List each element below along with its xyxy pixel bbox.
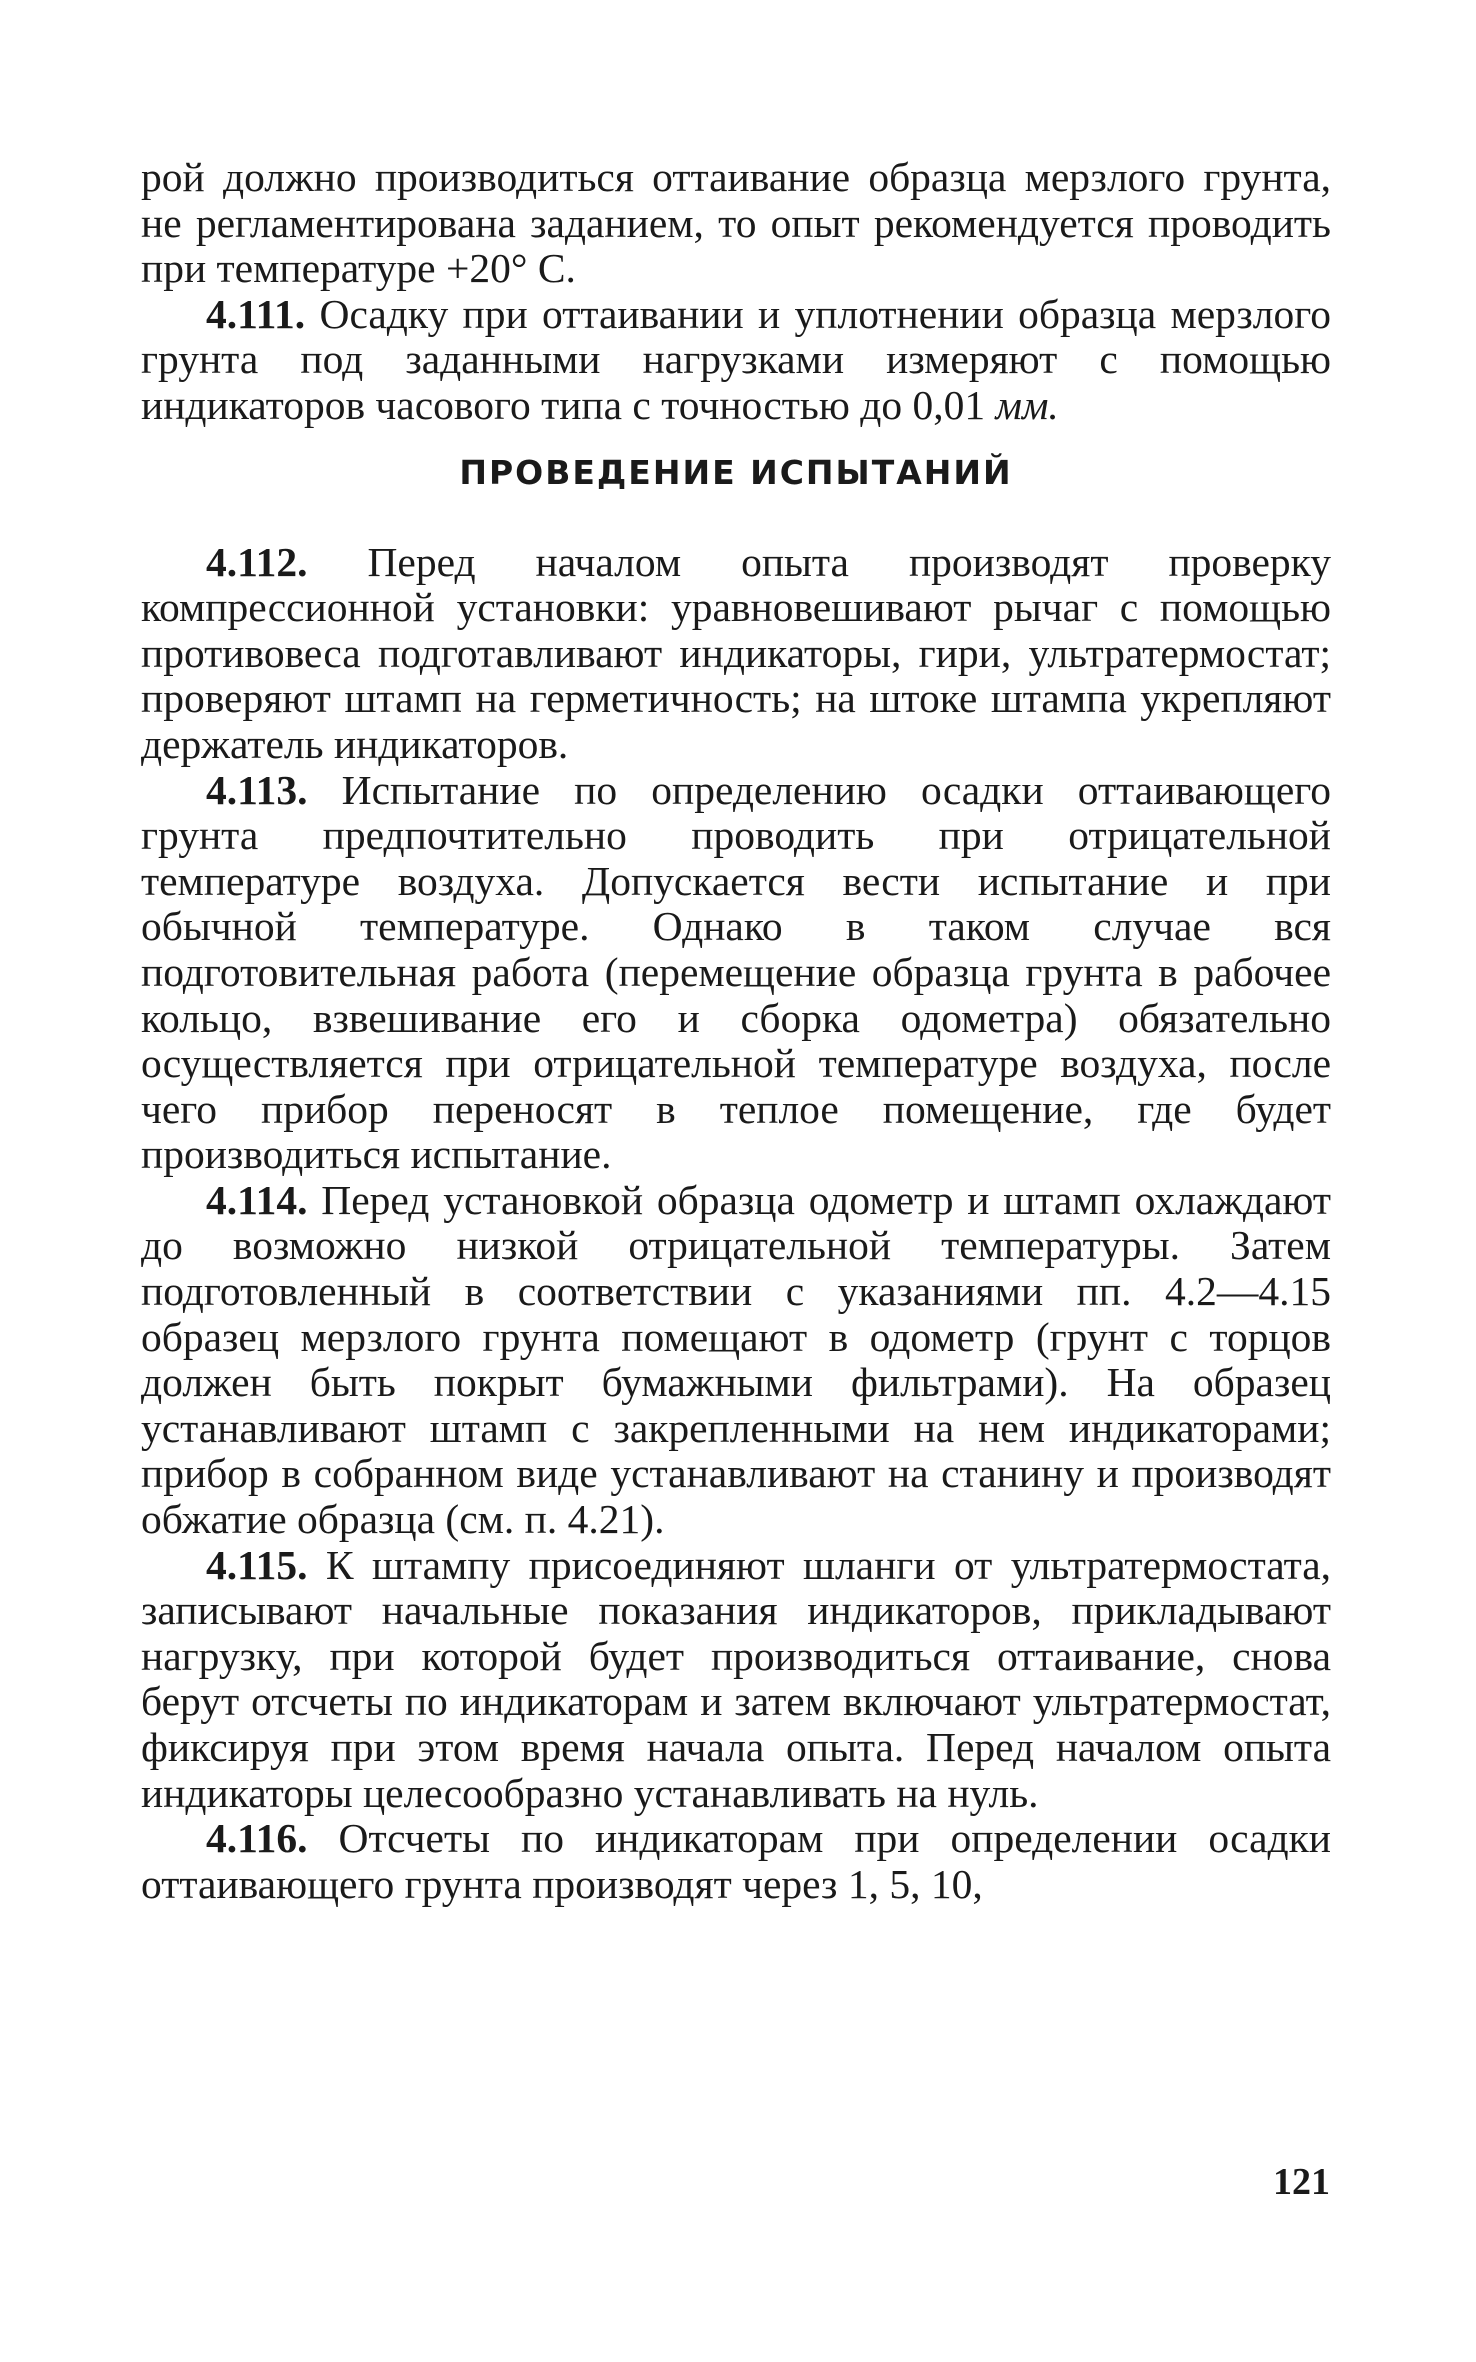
paragraph-number: 4.114.: [206, 1176, 308, 1223]
paragraph-number: 4.116.: [206, 1815, 308, 1862]
paragraph-text: Перед началом опыта производят проверку компрессионной установки: уравновешивают рычаг с помощью противовеса подготавливают индикаторы, гири, ультратермостат; проверяют штамп на герметичность; на штоке штампа укрепляют держатель индикаторов.: [141, 538, 1331, 767]
paragraph-4-114: [141, 1178, 1331, 1543]
page-number: 121: [1273, 2161, 1330, 2203]
paragraph-text: Отсчеты по индикаторам при определении осадки оттаивающего грунта производят через 1, 5, 10,: [141, 1815, 1331, 1907]
paragraph-4-115: [141, 1543, 1331, 1817]
paragraph-4-113: [141, 768, 1331, 1178]
paragraph-4-112: [141, 540, 1331, 768]
paragraph-text: Перед установкой образца одометр и штамп охлаждают до возможно низкой отрицательной температуры. Затем подготовленный в соответствии с указаниями пп. 4.2—4.15 образец мерзлого грунта помещают в одометр (грунт с торцов должен быть покрыт бумажными фильтрами). На образец устанавливают штамп с закрепленными на нем индикаторами; прибор в собранном виде устанавливают на станину и производят обжатие образца (см. п. 4.21).: [141, 1176, 1331, 1543]
paragraph-number: 4.111.: [206, 290, 306, 337]
paragraph-text: К штампу присоединяют шланги от ультратермостата, записывают начальные показания индикаторов, прикладывают нагрузку, при которой будет производиться оттаивание, снова берут отсчеты по индикаторам и затем включают ультратермостат, фиксируя при этом время начала опыта. Перед началом опыта индикаторы целесообразно устанавливать на нуль.: [141, 1541, 1331, 1816]
document-page: [141, 155, 1331, 1907]
paragraph-number: 4.112.: [206, 538, 308, 585]
paragraph-number: 4.113.: [206, 766, 308, 813]
paragraph-text: Осадку при оттаивании и уплотнении образца мерзлого грунта под заданными нагрузками измеряют с помощью индикаторов часового типа с точностью до 0,01: [141, 290, 1331, 428]
paragraph-number: 4.115.: [206, 1541, 308, 1588]
paragraph-4-116: [141, 1816, 1331, 1907]
continuation-paragraph: рой должно производиться оттаивание образца мерзлого грунта, не регламентирована заданием, то опыт рекомендуется проводить при температуре +20° С.: [141, 154, 1331, 292]
paragraph-text: Испытание по определению осадки оттаивающего грунта предпочтительно проводить при отрицательной температуре воздуха. Допускается вести испытание и при обычной температуре. Однако в таком случае вся подготовительная работа (перемещение образца грунта в рабочее кольцо, взвешивание его и сборка одометра) обязательно осуществляется при отрицательной температуре воздуха, после чего прибор переносят в теплое помещение, где будет производиться испытание.: [141, 766, 1331, 1178]
paragraph-4-111: [141, 292, 1331, 429]
unit-text: мм.: [995, 381, 1059, 428]
section-heading: ПРОВЕДЕНИЕ ИСПЫТАНИЙ: [459, 452, 1013, 492]
